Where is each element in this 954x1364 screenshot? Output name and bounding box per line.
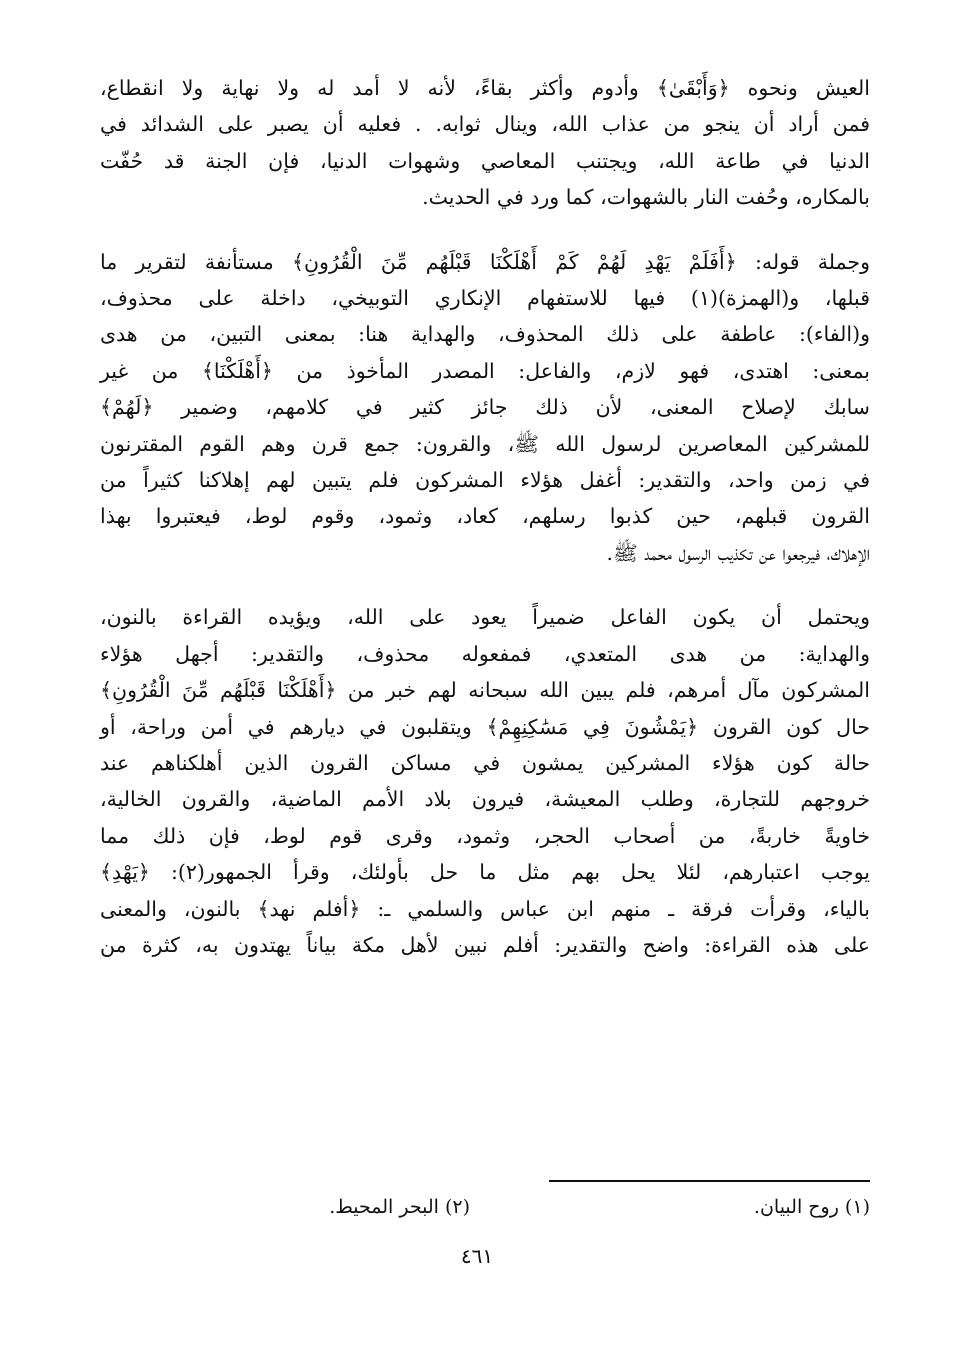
- text-line: والهداية: من هدى المتعدي، فمفعوله محذوف، والتقدير: أجهل هؤلاء: [100, 641, 870, 666]
- text-line: بالمكاره، وحُفت النار بالشهوات، كما ورد في الحديث.: [422, 185, 870, 210]
- text-line: العيش ونحوه ﴿وَأَبْقَىٰ﴾ وأدوم وأكثر بقاءً، لأنه لا أمد له ولا نهاية ولا انقطاع،: [100, 76, 870, 100]
- text-line: بالياء، وقرأت فرقة ـ منهم ابن عباس والسلمي ـ: ﴿أفلم نهد﴾ بالنون، والمعنى: [100, 896, 870, 921]
- paragraph-gap: [100, 216, 870, 244]
- text-line: سابك لإصلاح المعنى، لأن ذلك جائز كثير في كلامهم، وضمير ﴿لَهُمْ﴾: [100, 395, 870, 420]
- text-line: المشركون مآل أمرهم، فلم يبين الله سبحانه لهم خبر من ﴿أَهْلَكْنَا قَبْلَهُم مِّنَ الْقُرُونِ﴾: [100, 678, 870, 703]
- paragraph-gap: [100, 571, 870, 599]
- text-line: على هذه القراءة: واضح والتقدير: أفلم نبين لأهل مكة بياناً يهتدون به، كثرة من: [100, 932, 870, 957]
- footnote-1: (١) روح البيان.: [753, 1196, 870, 1218]
- page-body: [100, 70, 870, 963]
- text-line: الإهلاك، فيرجعوا عن تكذيب الرسول محمد ﷺ.: [606, 540, 870, 565]
- text-line: حال كون القرون ﴿يَمْشُونَ فِي مَسَٰكِنِهِمْ﴾ ويتقلبون في ديارهم في أمن وراحة، أو: [100, 714, 870, 739]
- text-line: الدنيا في طاعة الله، ويجتنب المعاصي وشهوات الدنيا، فإن الجنة قد حُفّت: [100, 148, 870, 173]
- text-line: في زمن واحد، والتقدير: أغفل هؤلاء المشركون فلم يتبين لهم إهلاكنا كثيراً من: [100, 468, 870, 493]
- text-line: خروجهم للتجارة، وطلب المعيشة، فيرون بلاد الأمم الماضية، والقرون الخالية،: [100, 787, 870, 812]
- text-line: ويحتمل أن يكون الفاعل ضميراً يعود على الله، ويؤيده القراءة بالنون،: [100, 605, 870, 630]
- text-line: حالة كون هؤلاء المشركين يمشون في مساكن القرون الذين أهلكناهم عند: [100, 750, 870, 775]
- paragraph-2: [100, 244, 870, 572]
- text-line: خاويةً خاربةً، من أصحاب الحجر، وثمود، وقرى قوم لوط، فإن ذلك مما: [100, 823, 870, 848]
- text-line: يوجب اعتبارهم، لئلا يحل بهم مثل ما حل بأولئك، وقرأ الجمهور(٢): ﴿يَهْدِ﴾: [100, 860, 870, 885]
- page-number: ٤٦١: [460, 1244, 494, 1268]
- paragraph-3: [100, 599, 870, 963]
- text-line: القرون قبلهم، حين كذبوا رسلهم، كعاد، وثمود، وقوم لوط، فيعتبروا بهذا: [100, 504, 870, 529]
- text-line: وجملة قوله: ﴿أَفَلَمْ يَهْدِ لَهُمْ كَمْ أَهْلَكْنَا قَبْلَهُم مِّنَ الْقُرُونِ﴾ مستأنفة لتقرير ما: [100, 249, 870, 274]
- text-line: بمعنى: اهتدى، فهو لازم، والفاعل: المصدر المأخوذ من ﴿أَهْلَكْنَا﴾ من غير: [100, 358, 870, 383]
- text-line: و(الفاء): عاطفة على ذلك المحذوف، والهداية هنا: بمعنى التبين، من هدى: [100, 322, 870, 347]
- footnote-divider: [549, 1180, 870, 1182]
- text-line: قبلها، و(الهمزة)(١) فيها للاستفهام الإنكاري التوبيخي، داخلة على محذوف،: [100, 286, 870, 311]
- text-line: فمن أراد أن ينجو من عذاب الله، وينال ثوابه. . فعليه أن يصبر على الشدائد في: [100, 112, 870, 137]
- paragraph-1: [100, 70, 870, 216]
- text-line: للمشركين المعاصرين لرسول الله ﷺ، والقرون: جمع قرن وهم القوم المقترنون: [100, 431, 870, 456]
- footnote-2: (٢) البحر المحيط.: [329, 1196, 470, 1218]
